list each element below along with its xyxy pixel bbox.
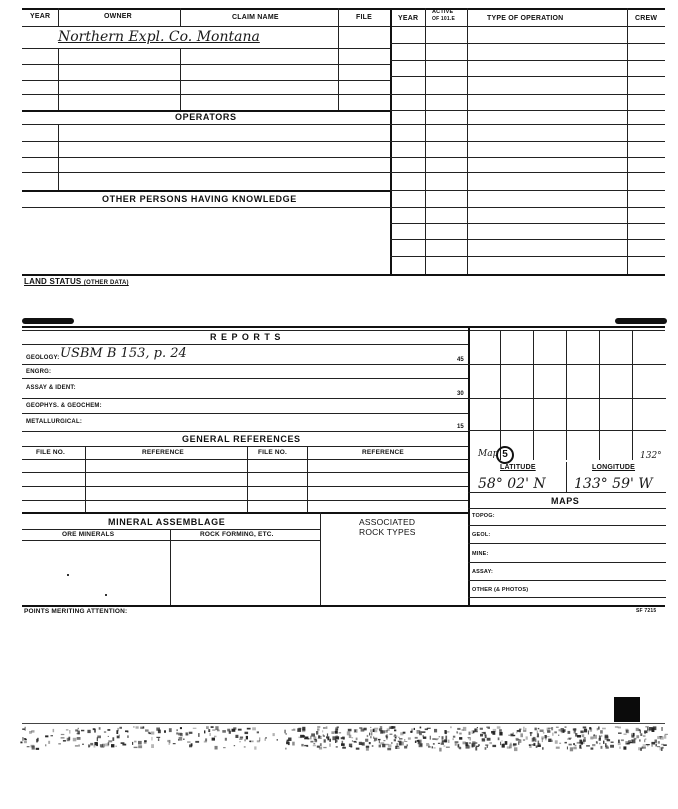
row-rule <box>22 344 468 345</box>
geology-value: USBM B 153, p. 24 <box>60 346 187 361</box>
maps-topog: TOPOG: <box>472 513 495 519</box>
engrg-label: ENGRG: <box>26 369 52 375</box>
operation-row-rule <box>390 157 665 158</box>
ref-col-divider <box>307 446 308 512</box>
header-divider <box>338 8 339 26</box>
crew-col-divider <box>627 26 628 274</box>
general-references-title: GENERAL REFERENCES <box>182 434 301 444</box>
row-rule <box>22 431 468 432</box>
associated-label: ASSOCIATED <box>359 517 416 527</box>
ref-file-no-1: FILE NO. <box>36 449 66 456</box>
row-rule <box>22 141 390 142</box>
reports-top-rule <box>22 326 665 328</box>
grid-col-divider <box>632 330 633 460</box>
row-rule <box>22 48 390 49</box>
ref-col-divider <box>85 446 86 512</box>
mineral-assemblage-title: MINERAL ASSEMBLAGE <box>108 517 226 527</box>
associated-col-divider <box>320 512 321 605</box>
maps-title: MAPS <box>551 496 580 506</box>
row-rule <box>468 525 666 526</box>
operation-row-rule <box>390 190 665 191</box>
operation-row-rule <box>390 60 665 61</box>
grid-col-divider <box>599 330 600 460</box>
latlon-divider <box>566 462 567 492</box>
row-rule <box>22 500 468 501</box>
land-status-label <box>24 278 129 286</box>
header-of-date: OF 101.E <box>432 16 455 22</box>
lower-section-bottom <box>22 605 665 607</box>
row-rule <box>22 94 390 95</box>
year-col-divider <box>425 26 426 274</box>
grid-col-divider <box>566 330 567 460</box>
operation-row-rule <box>390 207 665 208</box>
header-divider <box>425 8 426 26</box>
rock-forming-label: ROCK FORMING, ETC. <box>200 531 274 538</box>
speck <box>105 594 107 596</box>
operation-row-rule <box>390 76 665 77</box>
rock-types-label: ROCK TYPES <box>359 527 416 537</box>
scale-15: 15 <box>457 424 464 430</box>
grid-row-divider <box>468 398 666 399</box>
land-status-text: LAND STATUS <box>24 277 82 286</box>
maps-geol: GEOL: <box>472 532 491 538</box>
reports-title: R E P O R T S <box>210 332 282 342</box>
points-meriting-attention: POINTS MERITING ATTENTION: <box>24 608 128 615</box>
header-divider <box>180 8 181 26</box>
scan-noise-band <box>0 724 678 774</box>
assay-ident-label: ASSAY & IDENT: <box>26 385 76 391</box>
metallurgical-label: METALLURGICAL: <box>26 419 83 425</box>
row-rule <box>22 378 468 379</box>
row-rule <box>22 398 468 399</box>
header-year-2: YEAR <box>398 15 419 22</box>
reports-top-rule-2 <box>22 330 665 331</box>
header-type-of-operation: TYPE OF OPERATION <box>487 15 564 22</box>
operators-col-divider <box>58 124 59 190</box>
header-claim-name: CLAIM NAME <box>232 14 279 21</box>
header-active: ACTIVE <box>432 9 454 15</box>
filing-tab-right <box>615 318 667 324</box>
speck <box>67 574 69 576</box>
registration-mark <box>614 697 640 722</box>
map-label: Map <box>478 449 499 459</box>
ore-minerals-label: ORE MINERALS <box>62 531 115 538</box>
scale-45: 45 <box>457 357 464 363</box>
owner-col-divider <box>58 48 59 110</box>
row-rule <box>22 446 468 447</box>
header-divider <box>467 8 468 26</box>
ref-col-divider <box>247 446 248 512</box>
row-rule <box>468 597 666 598</box>
maps-mine: MINE: <box>472 551 489 557</box>
grid-row-divider <box>468 364 666 365</box>
longitude-value: 133° 59' W <box>574 476 653 492</box>
row-rule <box>22 124 390 125</box>
top-border <box>22 8 665 10</box>
scale-30: 30 <box>457 391 464 397</box>
upper-section-bottom <box>22 274 665 276</box>
header-crew: CREW <box>635 15 658 22</box>
row-rule <box>22 540 320 541</box>
header-bottom-rule <box>22 26 665 27</box>
header-divider <box>627 8 628 26</box>
header-divider <box>58 8 59 26</box>
operation-row-rule <box>390 141 665 142</box>
operators-title: OPERATORS <box>175 112 237 122</box>
operation-row-rule <box>390 256 665 257</box>
operation-row-rule <box>390 43 665 44</box>
land-status-sub: (OTHER DATA) <box>83 280 129 286</box>
row-rule <box>468 508 666 509</box>
row-rule <box>22 459 468 460</box>
latitude-value: 58° 02' N <box>478 476 546 492</box>
operation-row-rule <box>390 239 665 240</box>
mineral-col-divider <box>170 529 171 605</box>
row-rule <box>468 492 666 493</box>
row-rule <box>22 64 390 65</box>
row-rule <box>22 486 468 487</box>
corner-longitude-value: 132° <box>640 451 662 461</box>
row-rule <box>22 529 320 530</box>
active-col-divider <box>467 26 468 274</box>
row-rule <box>22 157 390 158</box>
maps-other: OTHER (& PHOTOS) <box>472 587 529 593</box>
operation-row-rule <box>390 172 665 173</box>
header-owner: OWNER <box>104 13 132 20</box>
row-rule <box>22 207 390 208</box>
row-rule <box>468 543 666 544</box>
header-year: YEAR <box>30 13 51 20</box>
maps-assay: ASSAY: <box>472 569 494 575</box>
row-rule <box>468 562 666 563</box>
row-rule <box>22 190 390 192</box>
operation-row-rule <box>390 110 665 111</box>
operation-row-rule <box>390 94 665 95</box>
latitude-label: LATITUDE <box>500 464 536 471</box>
geology-label: GEOLOGY: <box>26 355 60 361</box>
right-panel-border <box>468 326 470 605</box>
ref-reference-2: REFERENCE <box>362 449 404 456</box>
other-persons-title: OTHER PERSONS HAVING KNOWLEDGE <box>102 194 297 204</box>
geophys-label: GEOPHYS. & GEOCHEM: <box>26 403 102 409</box>
operation-row-rule <box>390 223 665 224</box>
file-col-divider <box>338 26 339 110</box>
row-rule <box>22 172 390 173</box>
owner-entry: Northern Expl. Co. Montana <box>58 29 260 45</box>
form-number: SF 7215 <box>636 608 657 614</box>
claim-col-divider <box>180 48 181 110</box>
operation-row-rule <box>390 124 665 125</box>
header-file: FILE <box>356 14 372 21</box>
longitude-label: LONGITUDE <box>592 464 636 471</box>
references-bottom <box>22 512 468 514</box>
row-rule <box>22 413 468 414</box>
grid-col-divider <box>533 330 534 460</box>
row-rule <box>468 580 666 581</box>
row-rule <box>22 472 468 473</box>
row-rule <box>22 364 468 365</box>
filing-tab-left <box>22 318 74 324</box>
ref-reference-1: REFERENCE <box>142 449 184 456</box>
grid-col-divider <box>500 330 501 460</box>
map-circle: 5 <box>496 446 514 464</box>
row-rule <box>22 80 390 81</box>
grid-row-divider <box>468 430 666 431</box>
ref-file-no-2: FILE NO. <box>258 449 288 456</box>
